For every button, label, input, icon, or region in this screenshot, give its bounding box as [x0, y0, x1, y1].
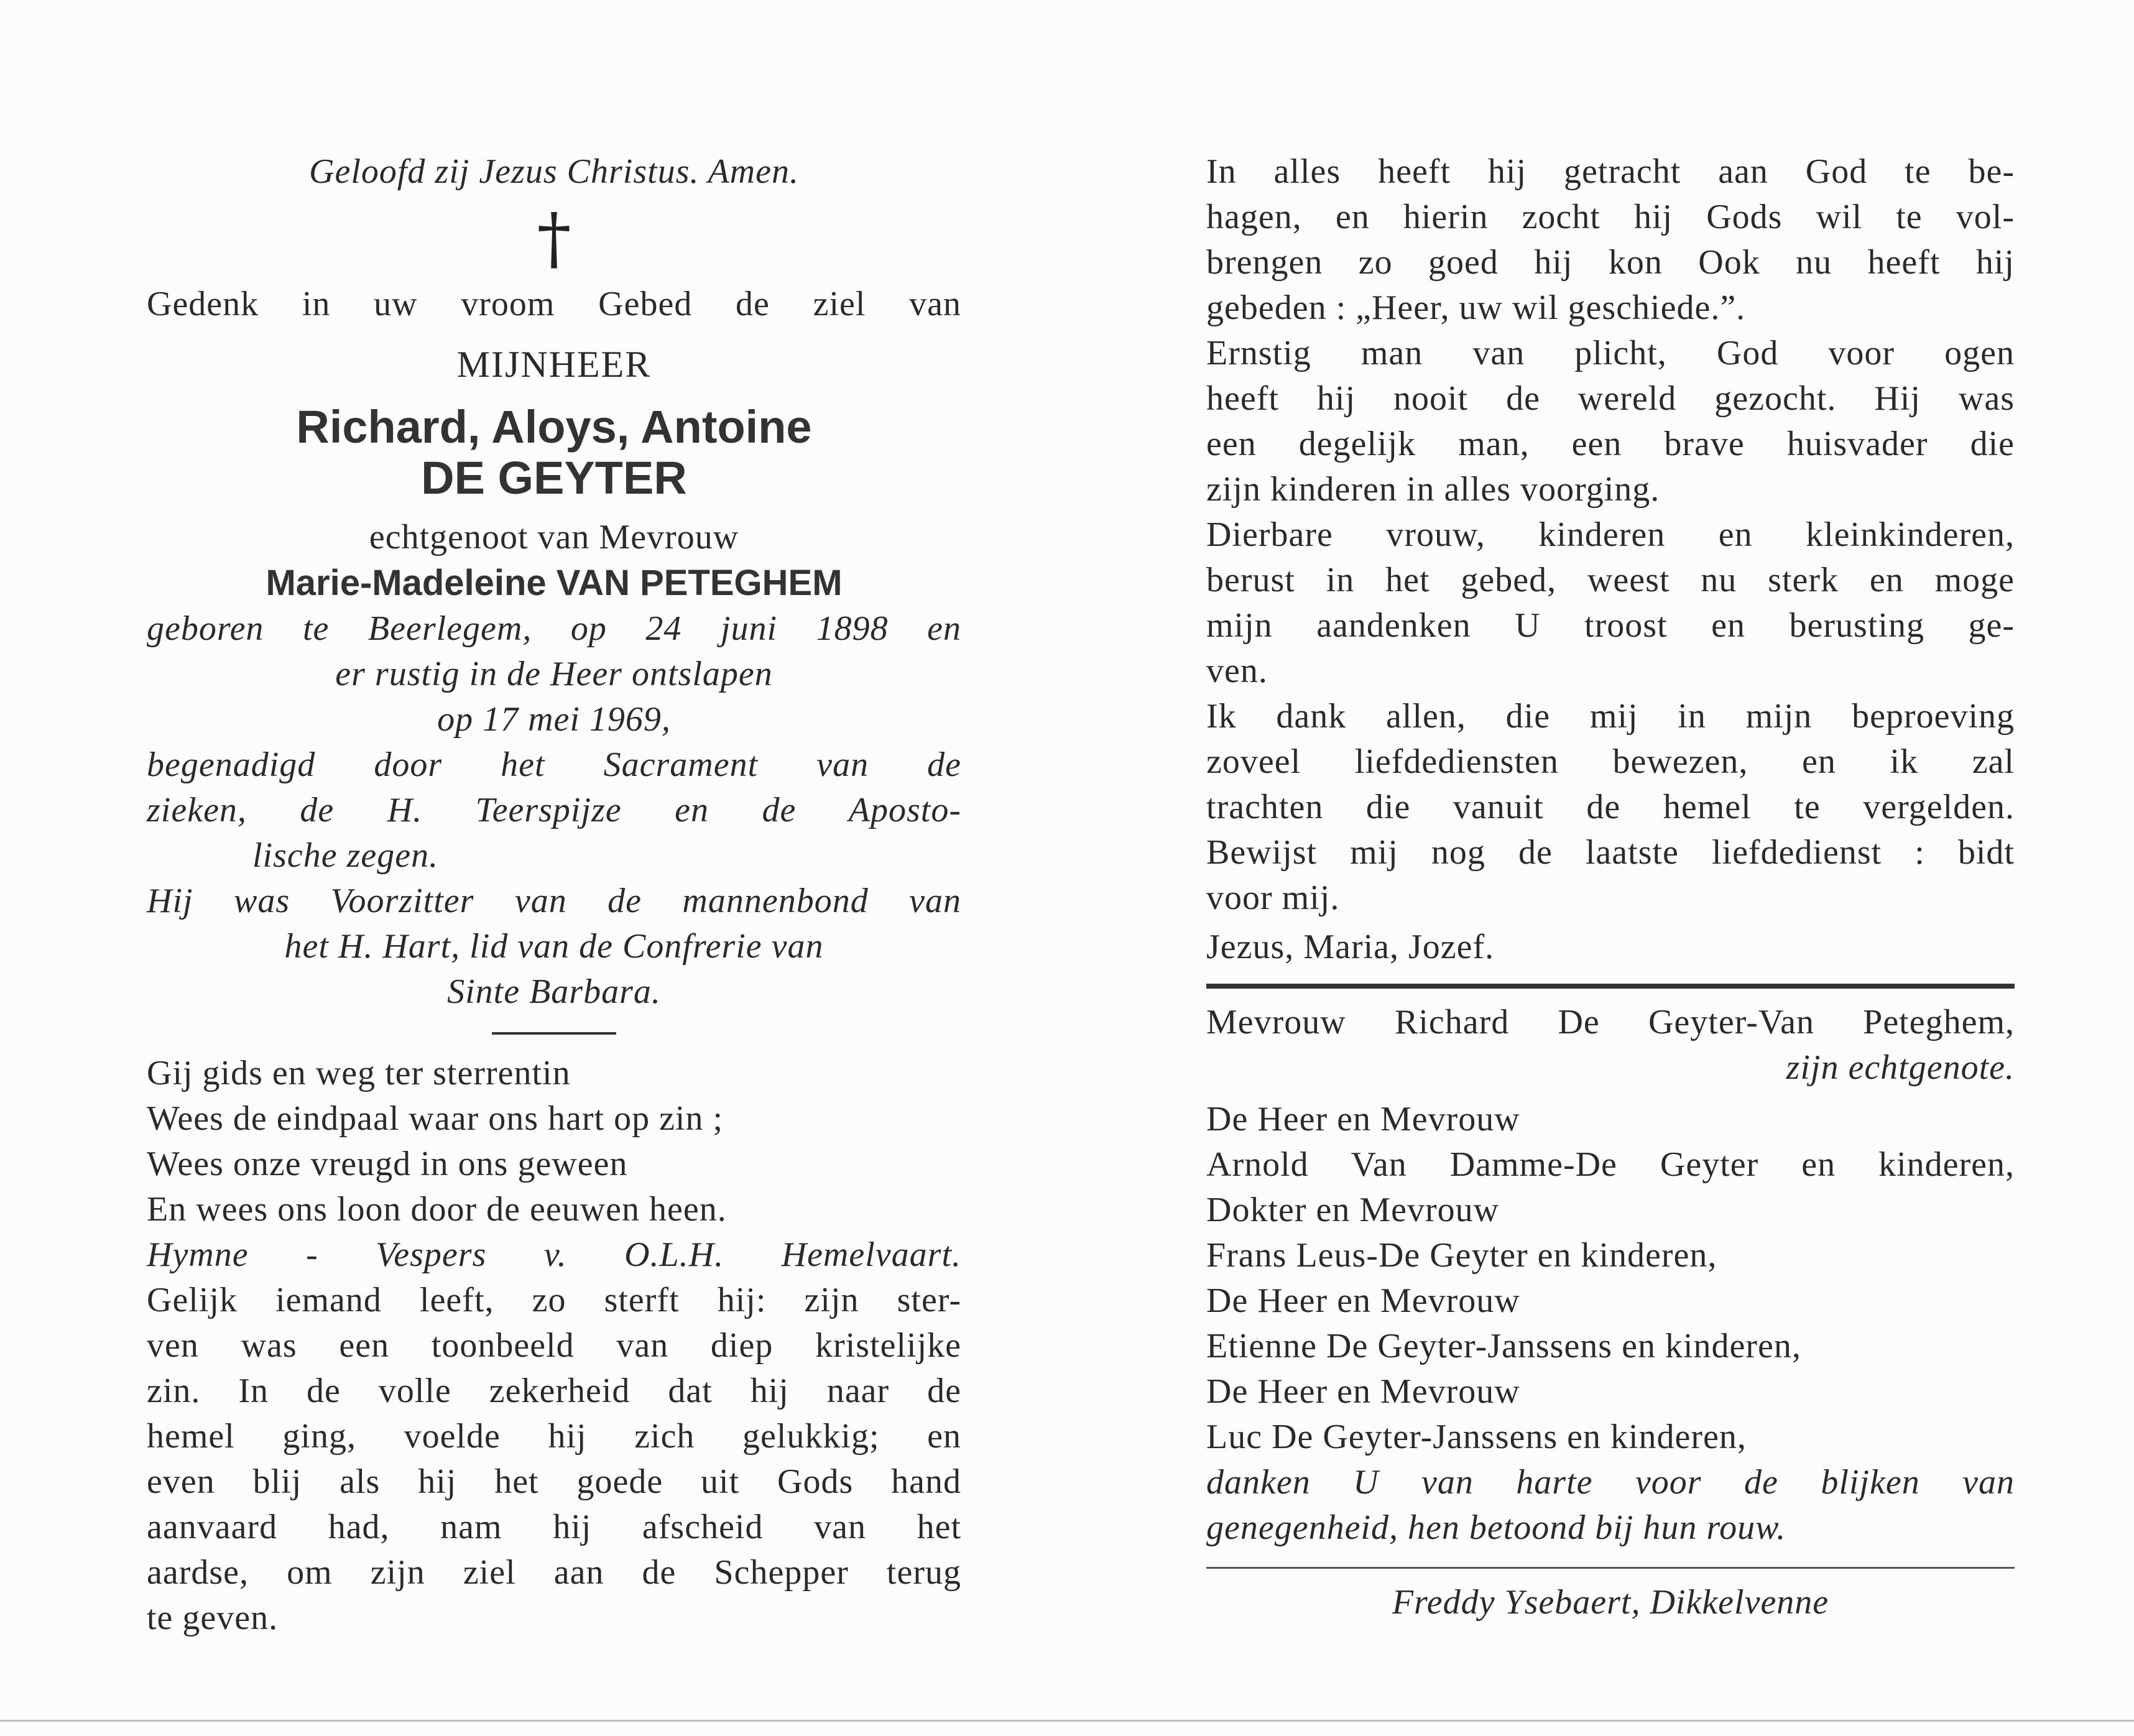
family-head: Mevrouw Richard De Geyter-Van Peteghem, [1206, 1003, 2015, 1041]
section-divider [492, 1032, 616, 1035]
prayer-line: In alles heeft hij getracht aan God te be- [1206, 152, 2015, 191]
gedenk-line: Gedenk in uw vroom Gebed de ziel van [147, 285, 961, 323]
family-line: De Heer en Mevrouw [1206, 1372, 1520, 1411]
family-line: Dokter en Mevrouw [1206, 1191, 1500, 1229]
spouse-intro: echtgenoot van Mevrouw [369, 518, 739, 556]
paragraph-line: aanvaard had, nam hij afscheid van het [147, 1508, 961, 1546]
prayer-line: zijn kinderen in alles voorging. [1206, 470, 1660, 509]
prayer-line: Dierbare vrouw, kinderen en kleinkinderen, [1206, 515, 2015, 554]
prayer-line: Ernstig man van plicht, God voor ogen [1206, 334, 2015, 372]
family-line: Frans Leus-De Geyter en kinderen, [1206, 1236, 1717, 1275]
prayer-line: Ik dank allen, die mij in mijn beproeving [1206, 697, 2015, 736]
deceased-family-name: DE GEYTER [421, 452, 687, 504]
prayer-line: trachten die vanuit de hemel te vergelden. [1206, 788, 2015, 826]
bio-line: er rustig in de Heer ontslapen [335, 655, 773, 693]
bio-line: het H. Hart, lid van de Confrerie van [284, 927, 824, 966]
family-head-role: zijn echtgenote. [1786, 1048, 2015, 1087]
paragraph-line: zin. In de volle zekerheid dat hij naar de [147, 1372, 961, 1410]
cross-icon: † [537, 198, 571, 278]
deceased-given-names: Richard, Aloys, Antoine [296, 401, 812, 453]
paragraph-line: ven was een toonbeeld van diep kristelijke [147, 1326, 961, 1365]
prayer-line: Bewijst mij nog de laatste liefdedienst : bidt [1206, 833, 2015, 872]
bio-line: op 17 mei 1969, [437, 700, 671, 739]
bio-line: Hij was Voorzitter van de mannenbond van [147, 882, 961, 920]
card-bottom-edge [0, 1720, 2134, 1722]
paragraph-block [147, 1278, 961, 1641]
bio-line: geboren te Beerlegem, op 24 juni 1898 en [147, 609, 961, 648]
bio-line: begenadigd door het Sacrament van de [147, 746, 961, 784]
prayer-line: heeft hij nooit de wereld gezocht. Hij was [1206, 379, 2015, 418]
title-mijnheer: MIJNHEER [456, 344, 652, 385]
paragraph-line: even blij als hij het goede uit Gods hand [147, 1462, 961, 1501]
right-column [1206, 149, 2015, 1625]
prayer-line: zoveel liefdediensten bewezen, en ik zal [1206, 742, 2015, 781]
bio-line: Sinte Barbara. [447, 972, 661, 1011]
family-line: De Heer en Mevrouw [1206, 1281, 1520, 1320]
left-column [147, 149, 961, 1641]
prayer-line: hagen, en hierin zocht hij Gods wil te vol- [1206, 198, 2015, 236]
prayer-block [1206, 149, 2015, 970]
hymn-line: Gij gids en weg ter sterrentin [147, 1054, 571, 1092]
printer-credit: Freddy Ysebaert, Dikkelvenne [1392, 1583, 1829, 1622]
hymn-line: Wees onze vreugd in ons geween [147, 1145, 628, 1183]
prayer-line: voor mij. [1206, 879, 1340, 917]
family-line: Luc De Geyter-Janssens en kinderen, [1206, 1418, 1747, 1456]
prayer-line: mijn aandenken U troost en berusting ge- [1206, 606, 2015, 645]
prayer-line: brengen zo goed hij kon Ook nu heeft hij [1206, 243, 2015, 282]
family-line: Arnold Van Damme-De Geyter en kinderen, [1206, 1145, 2015, 1184]
family-line: De Heer en Mevrouw [1206, 1100, 1520, 1138]
closing-invocation: Jezus, Maria, Jozef. [1206, 928, 1495, 966]
family-block [1206, 1000, 2015, 1551]
header-blessing: Geloofd zij Jezus Christus. Amen. [309, 152, 799, 191]
hymn-block [147, 1051, 961, 1278]
prayer-line: berust in het gebed, weest nu sterk en moge [1206, 561, 2015, 599]
prayer-line: een degelijk man, een brave huisvader die [1206, 425, 2015, 463]
paragraph-line: Gelijk iemand leeft, zo sterft hij: zijn ster- [147, 1281, 961, 1319]
spouse-name: Marie-Madeleine VAN PETEGHEM [266, 563, 843, 603]
hymn-line: En wees ons loon door de eeuwen heen. [147, 1190, 727, 1229]
prayer-line: gebeden : „Heer, uw wil geschiede.”. [1206, 289, 1746, 327]
thanks-line: genegenheid, hen betoond bij hun rouw. [1206, 1508, 1786, 1547]
hymn-source: Hymne - Vespers v. O.L.H. Hemelvaart. [147, 1235, 961, 1274]
paragraph-line: te geven. [147, 1599, 279, 1637]
hymn-line: Wees de eindpaal waar ons hart op zin ; [147, 1099, 724, 1138]
prayer-line: ven. [1206, 652, 1268, 690]
bio-block [147, 606, 961, 1015]
bio-line: zieken, de H. Teerspijze en de Aposto- [147, 791, 961, 829]
family-line: Etienne De Geyter-Janssens en kinderen, [1206, 1327, 1801, 1365]
section-divider [1206, 984, 2015, 989]
paragraph-line: aardse, om zijn ziel aan de Schepper terug [147, 1553, 961, 1592]
bio-line: lische zegen. [252, 836, 439, 875]
footer-divider [1206, 1567, 2015, 1569]
thanks-line: danken U van harte voor de blijken van [1206, 1463, 2015, 1502]
paragraph-line: hemel ging, voelde hij zich gelukkig; en [147, 1417, 961, 1456]
